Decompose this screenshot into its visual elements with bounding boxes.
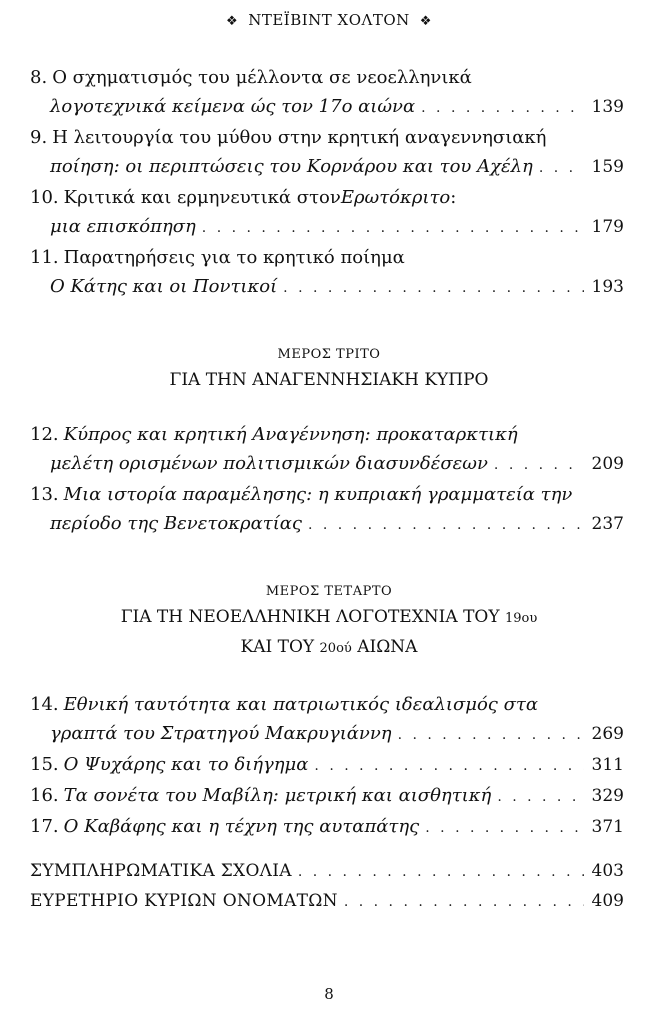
leader-dots	[308, 511, 584, 540]
entry-title-line1: Κύπρος και κρητική Αναγέννηση: προκαταρκτική	[63, 424, 518, 445]
part-4-title-line2: ΚΑΙ ΤΟΥ 20ού ΑΙΩΝΑ	[240, 637, 418, 657]
entry-title-line1: Ο σχηματισμός του μέλλοντα σε νεοελληνικά	[52, 67, 472, 88]
entry-number: 11.	[30, 247, 59, 268]
toc-entry-11[interactable]	[30, 243, 624, 303]
entry-title: Ο Ψυχάρης και το διήγημα	[63, 754, 309, 775]
leader-dots	[344, 888, 584, 917]
entry-title-line2: μελέτη ορισμένων πολιτισμικών διασυνδέσεων	[50, 453, 488, 474]
entry-page: 269	[591, 724, 624, 744]
part-3-title: ΓΙΑ ΤΗΝ ΑΝΑΓΕΝΝΗΣΙΑΚΗ ΚΥΠΡΟ	[169, 370, 489, 390]
ornament-icon: ❖	[226, 14, 239, 29]
entry-title-line2: λογοτεχνικά κείμενα ώς τον 17ο αιώνα	[50, 96, 416, 117]
part-4-title-line1: ΓΙΑ ΤΗ ΝΕΟΕΛΛΗΝΙΚΗ ΛΟΓΟΤΕΧΝΙΑ ΤΟΥ 19ου	[120, 607, 538, 627]
leader-dots	[202, 214, 584, 243]
toc-entry-supplementary-notes[interactable]	[30, 857, 624, 887]
part-4-label: ΜΕΡΟΣ ΤΕΤΑΡΤΟ	[265, 584, 393, 599]
entry-page: 193	[591, 277, 624, 297]
toc-entry-15[interactable]	[30, 750, 624, 781]
entry-page: 237	[591, 514, 624, 534]
entry-number: 14.	[30, 694, 59, 715]
entry-page: 311	[591, 755, 624, 775]
entry-title-line1-a: Κριτικά και ερμηνευτικά στον	[63, 187, 341, 208]
toc-back-matter	[30, 857, 624, 917]
leader-dots	[494, 451, 584, 480]
toc-entry-10[interactable]	[30, 183, 624, 243]
entry-title-line1: Η λειτουργία του μύθου στην κρητική αναγεννησιακή	[52, 127, 547, 148]
entry-title-line2: Ο Κάτης και οι Ποντικοί	[50, 276, 278, 297]
entry-title-line2: γραπτά του Στρατηγού Μακρυγιάννη	[50, 723, 392, 744]
entry-number: 13.	[30, 484, 59, 505]
leader-dots	[539, 154, 584, 183]
toc-entry-13[interactable]	[30, 480, 624, 540]
toc-section-1	[30, 63, 624, 303]
entry-title-line1: Εθνική ταυτότητα και πατριωτικός ιδεαλισμός στα	[63, 694, 539, 715]
entry-number: 17.	[30, 816, 59, 837]
page-number: 8	[324, 985, 334, 1003]
toc-section-part-3	[30, 420, 624, 540]
leader-dots	[425, 814, 583, 843]
toc-section-part-4	[30, 690, 624, 843]
entry-number: 15.	[30, 754, 59, 775]
toc-entry-9[interactable]	[30, 123, 624, 183]
running-header-title: ΝΤΕΪΒΙΝΤ ΧΟΛΤΟΝ	[248, 11, 410, 29]
leader-dots	[314, 752, 583, 781]
entry-title-line1: Μια ιστορία παραμέλησης: η κυπριακή γραμματεία την	[63, 484, 573, 505]
toc-entry-16[interactable]	[30, 781, 624, 812]
ornament-icon: ❖	[419, 14, 432, 29]
entry-title-line2: ποίηση: οι περιπτώσεις του Κορνάρου και του Αχέλη	[50, 156, 533, 177]
toc-entry-14[interactable]	[30, 690, 624, 750]
entry-page: 179	[591, 217, 624, 237]
toc-entry-name-index[interactable]	[30, 887, 624, 917]
leader-dots	[497, 783, 583, 812]
leader-dots	[298, 858, 584, 887]
entry-page: 403	[591, 861, 624, 881]
entry-title-line1-b: Ερωτόκριτο	[340, 187, 451, 208]
entry-title-line2: μια επισκόπηση	[50, 216, 196, 237]
entry-page: 409	[591, 891, 624, 911]
entry-number: 9.	[30, 127, 48, 148]
entry-page: 371	[591, 817, 624, 837]
entry-number: 10.	[30, 187, 59, 208]
entry-title: Τα σονέτα του Μαβίλη: μετρική και αισθητική	[63, 785, 492, 806]
running-header	[0, 11, 658, 29]
toc-entry-12[interactable]	[30, 420, 624, 480]
part-3-label: ΜΕΡΟΣ ΤΡΙΤΟ	[277, 347, 381, 362]
entry-title-line1-c: :	[450, 187, 457, 208]
part-4-title	[0, 603, 658, 663]
entry-title-line1: Παρατηρήσεις για το κρητικό ποίημα	[63, 247, 405, 268]
entry-title: Ο Καβάφης και η τέχνη της αυταπάτης	[63, 816, 420, 837]
toc-entry-8[interactable]	[30, 63, 624, 123]
leader-dots	[283, 274, 583, 303]
back-matter-label: ΕΥΡΕΤΗΡΙΟ ΚΥΡΙΩΝ ΟΝΟΜΑΤΩΝ	[30, 891, 338, 911]
entry-page: 329	[591, 786, 624, 806]
entry-page: 139	[591, 97, 624, 117]
entry-number: 8.	[30, 67, 48, 88]
entry-page: 159	[591, 157, 624, 177]
leader-dots	[421, 94, 583, 123]
leader-dots	[398, 721, 584, 750]
entry-number: 16.	[30, 785, 59, 806]
entry-number: 12.	[30, 424, 59, 445]
back-matter-label: ΣΥΜΠΛΗΡΩΜΑΤΙΚΑ ΣΧΟΛΙΑ	[30, 861, 292, 881]
entry-page: 209	[591, 454, 624, 474]
entry-title-line2: περίοδο της Βενετοκρατίας	[50, 513, 302, 534]
toc-entry-17[interactable]	[30, 812, 624, 843]
